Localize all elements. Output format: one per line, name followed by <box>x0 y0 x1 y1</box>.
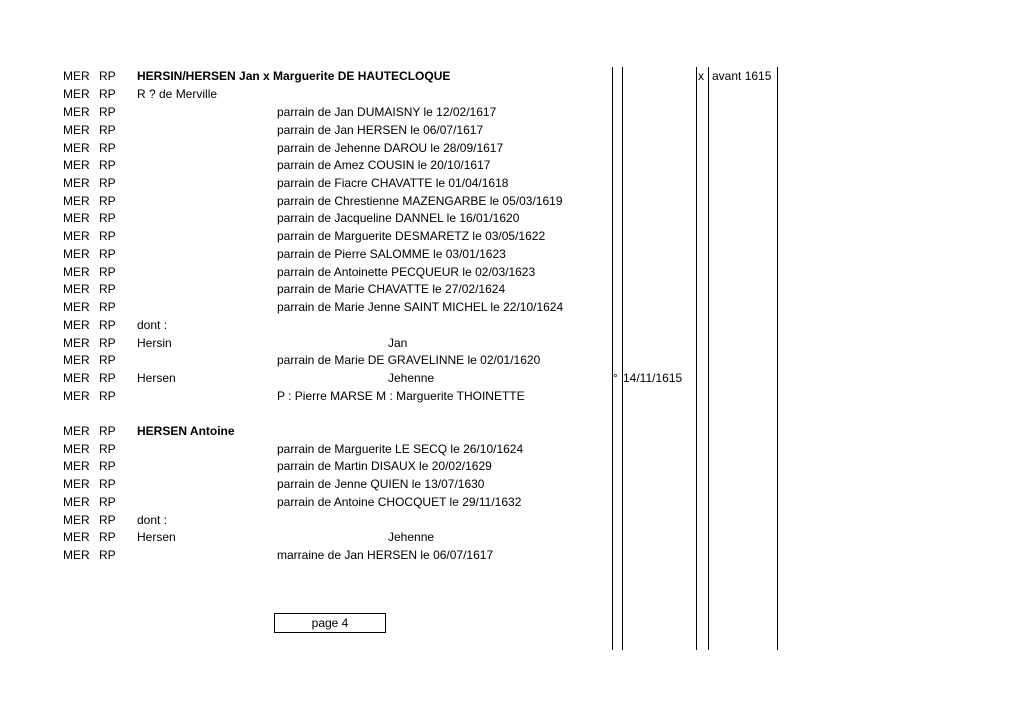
event-description: parrain de Martin DISAUX le 20/02/1629 <box>277 459 492 473</box>
table-row <box>0 546 1024 564</box>
column-divider <box>696 67 697 650</box>
event-description: parrain de Marguerite DESMARETZ le 03/05/1622 <box>277 229 546 243</box>
record-type: RP <box>99 459 116 473</box>
table-row <box>0 440 1024 458</box>
table-row <box>0 174 1024 192</box>
source-code: MER <box>63 548 90 562</box>
record-type: RP <box>99 176 116 190</box>
person-name: R ? de Merville <box>137 87 218 101</box>
table-row <box>0 103 1024 121</box>
event-description: parrain de Amez COUSIN le 20/10/1617 <box>277 158 491 172</box>
source-code: MER <box>63 282 90 296</box>
table-row <box>0 528 1024 546</box>
event-description: parrain de Marguerite LE SECQ le 26/10/1624 <box>277 442 524 456</box>
event-description: parrain de Antoinette PECQUEUR le 02/03/1623 <box>277 265 536 279</box>
source-code: MER <box>63 424 90 438</box>
table-row <box>0 67 1024 85</box>
record-type: RP <box>99 69 116 83</box>
event-description: parrain de Fiacre CHAVATTE le 01/04/1618 <box>277 176 509 190</box>
event-date: 14/11/1615 <box>623 371 683 385</box>
source-code: MER <box>63 300 90 314</box>
record-type: RP <box>99 442 116 456</box>
event-description: parrain de Pierre SALOMME le 03/01/1623 <box>277 247 506 261</box>
column-divider <box>612 67 613 650</box>
source-code: MER <box>63 176 90 190</box>
record-type: RP <box>99 158 116 172</box>
table-row <box>0 334 1024 352</box>
record-type: RP <box>99 300 116 314</box>
table-row <box>0 422 1024 440</box>
event-description: parrain de Marie DE GRAVELINNE le 02/01/1620 <box>277 353 541 367</box>
event-description: parrain de Antoine CHOCQUET le 29/11/1632 <box>277 495 522 509</box>
record-type: RP <box>99 477 116 491</box>
record-type: RP <box>99 371 116 385</box>
event-mark: ° <box>613 371 618 385</box>
child-name: Jehenne <box>388 530 435 544</box>
source-code: MER <box>63 211 90 225</box>
record-type: RP <box>99 389 116 403</box>
record-type: RP <box>99 513 116 527</box>
person-name: HERSEN Antoine <box>137 424 235 438</box>
table-row <box>0 316 1024 334</box>
table-row <box>0 85 1024 103</box>
event-description: P : Pierre MARSE M : Marguerite THOINETTE <box>277 389 525 403</box>
marriage-note: avant 1615 <box>712 69 772 83</box>
column-divider <box>708 67 709 650</box>
person-name: HERSIN/HERSEN Jan x Marguerite DE HAUTECLOQUE <box>137 69 451 83</box>
source-code: MER <box>63 87 90 101</box>
source-code: MER <box>63 530 90 544</box>
table-row <box>0 511 1024 529</box>
child-name: Jan <box>388 336 408 350</box>
person-name: Hersen <box>137 530 176 544</box>
page-number: page 4 <box>274 613 386 633</box>
record-type: RP <box>99 211 116 225</box>
table-row <box>0 263 1024 281</box>
person-name: Hersin <box>137 336 172 350</box>
source-code: MER <box>63 353 90 367</box>
event-description: marraine de Jan HERSEN le 06/07/1617 <box>277 548 494 562</box>
record-type: RP <box>99 105 116 119</box>
table-row <box>0 298 1024 316</box>
record-type: RP <box>99 336 116 350</box>
source-code: MER <box>63 371 90 385</box>
table-row <box>0 280 1024 298</box>
record-type: RP <box>99 87 116 101</box>
source-code: MER <box>63 194 90 208</box>
event-description: parrain de Chrestienne MAZENGARBE le 05/03/1619 <box>277 194 563 208</box>
marriage-mark: x <box>698 69 704 83</box>
source-code: MER <box>63 105 90 119</box>
event-description: parrain de Marie CHAVATTE le 27/02/1624 <box>277 282 506 296</box>
source-code: MER <box>63 389 90 403</box>
source-code: MER <box>63 158 90 172</box>
record-type: RP <box>99 548 116 562</box>
record-type: RP <box>99 194 116 208</box>
record-type: RP <box>99 318 116 332</box>
person-name: Hersen <box>137 371 176 385</box>
record-type: RP <box>99 282 116 296</box>
table-row <box>0 493 1024 511</box>
table-row <box>0 387 1024 405</box>
table-row <box>0 369 1024 387</box>
source-code: MER <box>63 318 90 332</box>
table-row <box>0 209 1024 227</box>
record-type: RP <box>99 141 116 155</box>
table-row <box>0 245 1024 263</box>
source-code: MER <box>63 265 90 279</box>
person-name: dont : <box>137 318 168 332</box>
record-type: RP <box>99 495 116 509</box>
table-row <box>0 192 1024 210</box>
source-code: MER <box>63 336 90 350</box>
record-type: RP <box>99 265 116 279</box>
event-description: parrain de Jacqueline DANNEL le 16/01/1620 <box>277 211 520 225</box>
source-code: MER <box>63 459 90 473</box>
table-row <box>0 139 1024 157</box>
source-code: MER <box>63 495 90 509</box>
child-name: Jehenne <box>388 371 435 385</box>
event-description: parrain de Jan HERSEN le 06/07/1617 <box>277 123 484 137</box>
source-code: MER <box>63 123 90 137</box>
record-type: RP <box>99 247 116 261</box>
source-code: MER <box>63 69 90 83</box>
source-code: MER <box>63 247 90 261</box>
table-row <box>0 227 1024 245</box>
source-code: MER <box>63 477 90 491</box>
source-code: MER <box>63 513 90 527</box>
event-description: parrain de Jehenne DAROU le 28/09/1617 <box>277 141 504 155</box>
record-type: RP <box>99 229 116 243</box>
event-description: parrain de Jan DUMAISNY le 12/02/1617 <box>277 105 497 119</box>
event-description: parrain de Jenne QUIEN le 13/07/1630 <box>277 477 485 491</box>
record-type: RP <box>99 123 116 137</box>
column-divider <box>622 67 623 650</box>
source-code: MER <box>63 229 90 243</box>
source-code: MER <box>63 141 90 155</box>
column-divider <box>777 67 778 650</box>
event-description: parrain de Marie Jenne SAINT MICHEL le 22/10/1624 <box>277 300 564 314</box>
table-row <box>0 156 1024 174</box>
record-type: RP <box>99 353 116 367</box>
table-row <box>0 475 1024 493</box>
source-code: MER <box>63 442 90 456</box>
person-name: dont : <box>137 513 168 527</box>
table-row <box>0 457 1024 475</box>
table-row <box>0 121 1024 139</box>
record-type: RP <box>99 530 116 544</box>
table-row <box>0 351 1024 369</box>
record-type: RP <box>99 424 116 438</box>
